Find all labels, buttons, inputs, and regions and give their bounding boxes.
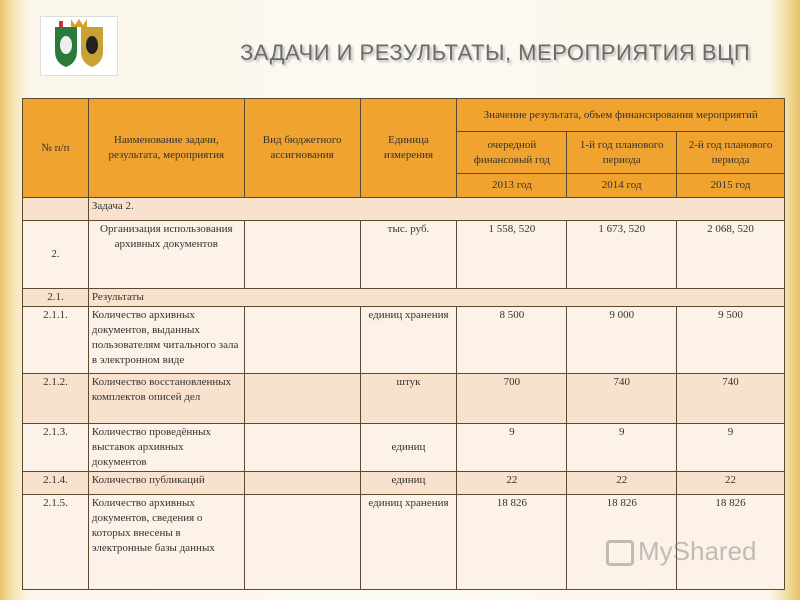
header-value: Значение результата, объем финансирования мероприятий bbox=[457, 99, 785, 132]
header-year: 2014 год bbox=[567, 174, 677, 198]
row-value: 18 826 bbox=[567, 495, 677, 590]
row-name: Количество восстановленных комплектов описей дел bbox=[88, 374, 244, 424]
table-row bbox=[23, 307, 785, 374]
task-num bbox=[23, 198, 89, 221]
row-name: Организация использования архивных документов bbox=[88, 221, 244, 289]
header-year: 2015 год bbox=[677, 174, 785, 198]
header-year: 2013 год bbox=[457, 174, 567, 198]
results-label: Результаты bbox=[88, 289, 784, 307]
row-value: 1 673, 520 bbox=[567, 221, 677, 289]
row-value: 8 500 bbox=[457, 307, 567, 374]
row-value: 740 bbox=[677, 374, 785, 424]
header-budget: Вид бюджетного ассигнования bbox=[244, 99, 360, 198]
coat-of-arms-logo bbox=[40, 16, 118, 76]
header-name: Наименование задачи, результата, мероприятия bbox=[88, 99, 244, 198]
row-value: 2 068, 520 bbox=[677, 221, 785, 289]
row-value: 1 558, 520 bbox=[457, 221, 567, 289]
row-unit: тыс. руб. bbox=[360, 221, 457, 289]
header-num: № п/п bbox=[23, 99, 89, 198]
row-value: 9 bbox=[567, 424, 677, 472]
row-value: 9 500 bbox=[677, 307, 785, 374]
watermark-icon bbox=[606, 540, 634, 566]
row-value: 18 826 bbox=[677, 495, 785, 590]
row-value: 9 000 bbox=[567, 307, 677, 374]
row-name: Количество публикаций bbox=[88, 472, 244, 495]
header-unit: Единица измерения bbox=[360, 99, 457, 198]
row-budget bbox=[244, 221, 360, 289]
row-value: 18 826 bbox=[457, 495, 567, 590]
row-budget bbox=[244, 495, 360, 590]
row-unit: штук bbox=[360, 374, 457, 424]
task-label: Задача 2. bbox=[88, 198, 784, 221]
row-num: 2.1.3. bbox=[23, 424, 89, 472]
row-unit: единиц хранения bbox=[360, 307, 457, 374]
row-unit: единиц bbox=[360, 472, 457, 495]
row-name: Количество проведённых выставок архивных документов bbox=[88, 424, 244, 472]
header-period: 2-й год планового периода bbox=[677, 132, 785, 174]
slide-title: ЗАДАЧИ И РЕЗУЛЬТАТЫ, МЕРОПРИЯТИЯ ВЦП bbox=[240, 40, 751, 65]
row-num: 2.1.1. bbox=[23, 307, 89, 374]
row-name: Количество архивных документов, сведения о которых внесены в электронные базы данных bbox=[88, 495, 244, 590]
row-value: 22 bbox=[457, 472, 567, 495]
row-value: 9 bbox=[457, 424, 567, 472]
row-num: 2.1.5. bbox=[23, 495, 89, 590]
table-row bbox=[23, 424, 785, 472]
row-value: 740 bbox=[567, 374, 677, 424]
row-value: 700 bbox=[457, 374, 567, 424]
row-value: 9 bbox=[677, 424, 785, 472]
row-budget bbox=[244, 374, 360, 424]
watermark-text: MyShared bbox=[638, 536, 757, 566]
header-period: очередной финансовый год bbox=[457, 132, 567, 174]
row-value: 22 bbox=[567, 472, 677, 495]
row-num: 2. bbox=[23, 221, 89, 289]
row-num: 2.1.4. bbox=[23, 472, 89, 495]
row-budget bbox=[244, 472, 360, 495]
row-unit: единиц bbox=[360, 424, 457, 472]
table-row bbox=[23, 374, 785, 424]
row-value: 22 bbox=[677, 472, 785, 495]
row-budget bbox=[244, 307, 360, 374]
results-table bbox=[22, 98, 785, 590]
row-num: 2.1.2. bbox=[23, 374, 89, 424]
watermark bbox=[606, 536, 757, 567]
row-unit: единиц хранения bbox=[360, 495, 457, 590]
results-num: 2.1. bbox=[23, 289, 89, 307]
row-budget bbox=[244, 424, 360, 472]
header-period: 1-й год планового периода bbox=[567, 132, 677, 174]
table-row bbox=[23, 472, 785, 495]
row-name: Количество архивных документов, выданных пользователям читального зала в электронном виде bbox=[88, 307, 244, 374]
